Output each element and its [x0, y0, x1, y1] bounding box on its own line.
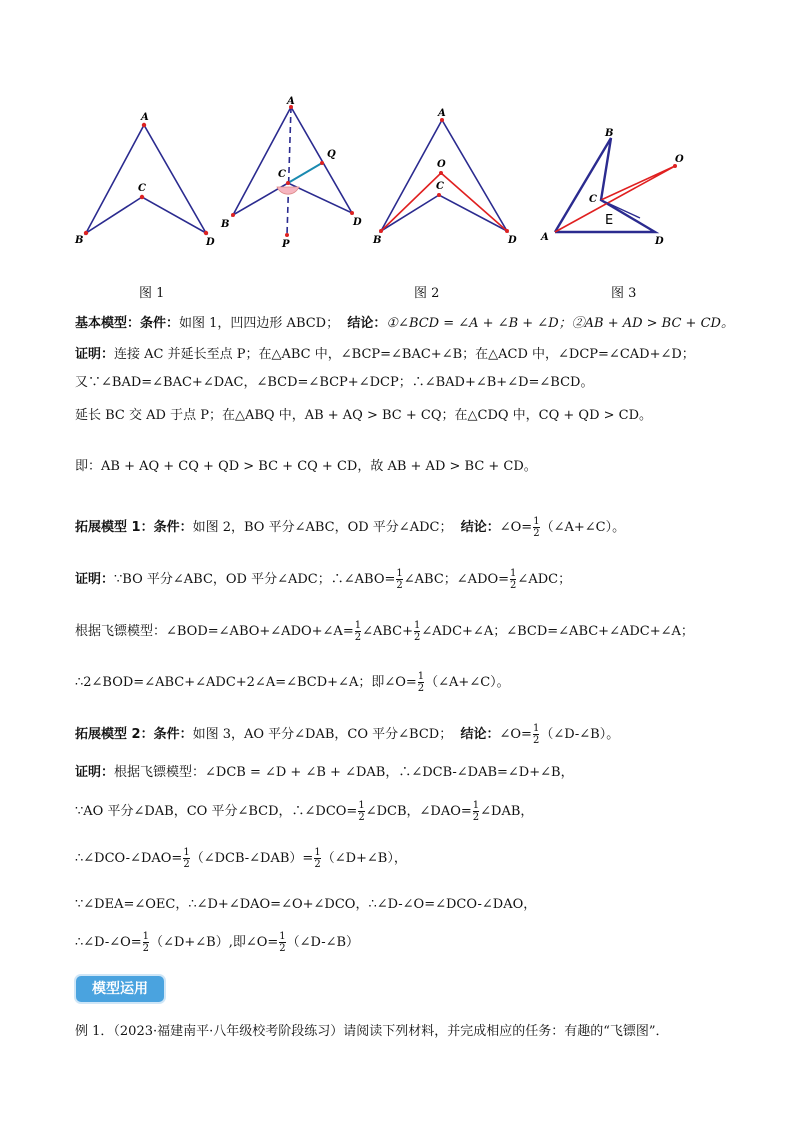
fraction: $\frac{1}{2}$	[396, 568, 403, 591]
ext1-proof-1: 证明：∵BO 平分∠ABC，OD 平分∠ADC；∴∠ABO= $\frac{1}{2}$ ∠ABC；∠ADO= $\frac{1}{2}$ ∠ADC；	[75, 568, 572, 591]
label-p: P	[282, 239, 290, 250]
basic-proof-2: 又∵∠BAD=∠BAC+∠DAC，∠BCD=∠BCP+∠DCP；∴∠BAD+∠B+∠D=∠BCD。	[75, 375, 594, 390]
label-d: D	[508, 235, 517, 246]
label-d: D	[353, 217, 362, 228]
ext2-proof-1: 证明：根据飞镖模型：∠DCB = ∠D + ∠B + ∠DAB，∴∠DCB-∠DAB=∠D+∠B，	[75, 765, 574, 780]
label-b: B	[373, 235, 382, 246]
label-c: C	[436, 181, 444, 192]
label-a: A	[438, 108, 446, 119]
label-a: A	[541, 232, 549, 243]
label-e: E	[605, 213, 614, 228]
fraction: $\frac{1}{2}$	[314, 847, 321, 870]
figure-q	[215, 95, 370, 250]
caption-fig3: 图 3	[611, 286, 637, 301]
fraction: $\frac{1}{2}$	[510, 568, 517, 591]
fraction: $\frac{1}{2}$	[417, 671, 425, 694]
figure-2	[365, 105, 520, 250]
fraction: $\frac{1}{2}$	[532, 723, 540, 746]
basic-proof-4: 即：AB + AQ + CQ + QD > BC + CQ + CD，故 AB + AD > BC + CD。	[75, 459, 537, 474]
label-q: Q	[327, 149, 336, 160]
figure-3	[535, 120, 700, 250]
label-o: O	[437, 159, 446, 170]
label-d: D	[655, 236, 664, 247]
caption-fig2: 图 2	[414, 286, 440, 301]
ext2-proof-4: ∵∠DEA=∠OEC，∴∠D+∠DAO=∠O+∠DCO，∴∠D-∠O=∠DCO-∠DAO，	[75, 897, 537, 912]
ext2-proof-2: ∵AO 平分∠DAB，CO 平分∠BCD，∴∠DCO= $\frac{1}{2}$ ∠DCB，∠DAO= $\frac{1}{2}$ ∠DAB，	[75, 800, 534, 823]
label-a: A	[287, 96, 295, 107]
ext1-conclusion: 拓展模型 1：条件：如图 2，BO 平分∠ABC，OD 平分∠ADC； 结论：∠O= $\frac{1}{2}$ （∠A+∠C）。	[75, 516, 626, 539]
ext1-proof-3: ∴2∠BOD=∠ABC+∠ADC+2∠A=∠BCD+∠A；即∠O= $\frac{1}{2}$ （∠A+∠C）。	[75, 671, 510, 694]
ext1-proof-2: 根据飞镖模型：∠BOD=∠ABO+∠ADO+∠A= $\frac{1}{2}$ ∠ABC+ $\frac{1}{2}$ ∠ADC+∠A；∠BCD=∠ABC+∠ADC+∠A；	[75, 620, 694, 643]
fraction: $\frac{1}{2}$	[533, 516, 540, 539]
fraction: $\frac{1}{2}$	[142, 931, 150, 954]
label-c: C	[138, 183, 146, 194]
label-b: B	[605, 128, 614, 139]
label-o: O	[675, 154, 684, 165]
label-d: D	[206, 237, 215, 248]
label-c: C	[278, 169, 286, 180]
label-b: B	[75, 235, 84, 246]
ext2-proof-3: ∴∠DCO-∠DAO= $\frac{1}{2}$ （∠DCB-∠DAB）= $\frac{1}{2}$ （∠D+∠B），	[75, 847, 407, 870]
fraction: $\frac{1}{2}$	[279, 931, 286, 954]
ext2-proof-5: ∴∠D-∠O= $\frac{1}{2}$ （∠D+∠B）,即∠O= $\frac{1}{2}$ （∠D-∠B）	[75, 931, 360, 954]
ext2-conclusion: 拓展模型 2：条件：如图 3，AO 平分∠DAB，CO 平分∠BCD； 结论：∠O= $\frac{1}{2}$ （∠D-∠B）。	[75, 723, 620, 746]
basic-conclusion: 基本模型：条件：如图 1，凹四边形 ABCD； 结论：①∠BCD = ∠A + ∠B + ∠D；②AB + AD > BC + CD。	[75, 316, 734, 331]
example-1: 例 1．（2023·福建南平·八年级校考阶段练习）请阅读下列材料，并完成相应的任务：有趣的“飞镖图”．	[75, 1024, 669, 1039]
figure-1	[70, 105, 220, 250]
section-badge: 模型运用	[76, 976, 164, 1002]
fraction: $\frac{1}{2}$	[354, 620, 362, 643]
caption-fig1: 图 1	[139, 286, 165, 301]
fraction: $\frac{1}{2}$	[358, 800, 365, 823]
basic-proof-3: 延长 BC 交 AD 于点 P；在△ABQ 中，AB + AQ > BC + CQ；在△CDQ 中，CQ + QD > CD。	[75, 408, 653, 423]
label-a: A	[141, 112, 149, 123]
label-c: C	[589, 194, 597, 205]
label-b: B	[221, 219, 230, 230]
fraction: $\frac{1}{2}$	[472, 800, 480, 823]
basic-proof-1: 证明：连接 AC 并延长至点 P；在△ABC 中，∠BCP=∠BAC+∠B；在△ACD 中，∠DCP=∠CAD+∠D；	[75, 347, 695, 362]
fraction: $\frac{1}{2}$	[183, 847, 190, 870]
fraction: $\frac{1}{2}$	[414, 620, 421, 643]
